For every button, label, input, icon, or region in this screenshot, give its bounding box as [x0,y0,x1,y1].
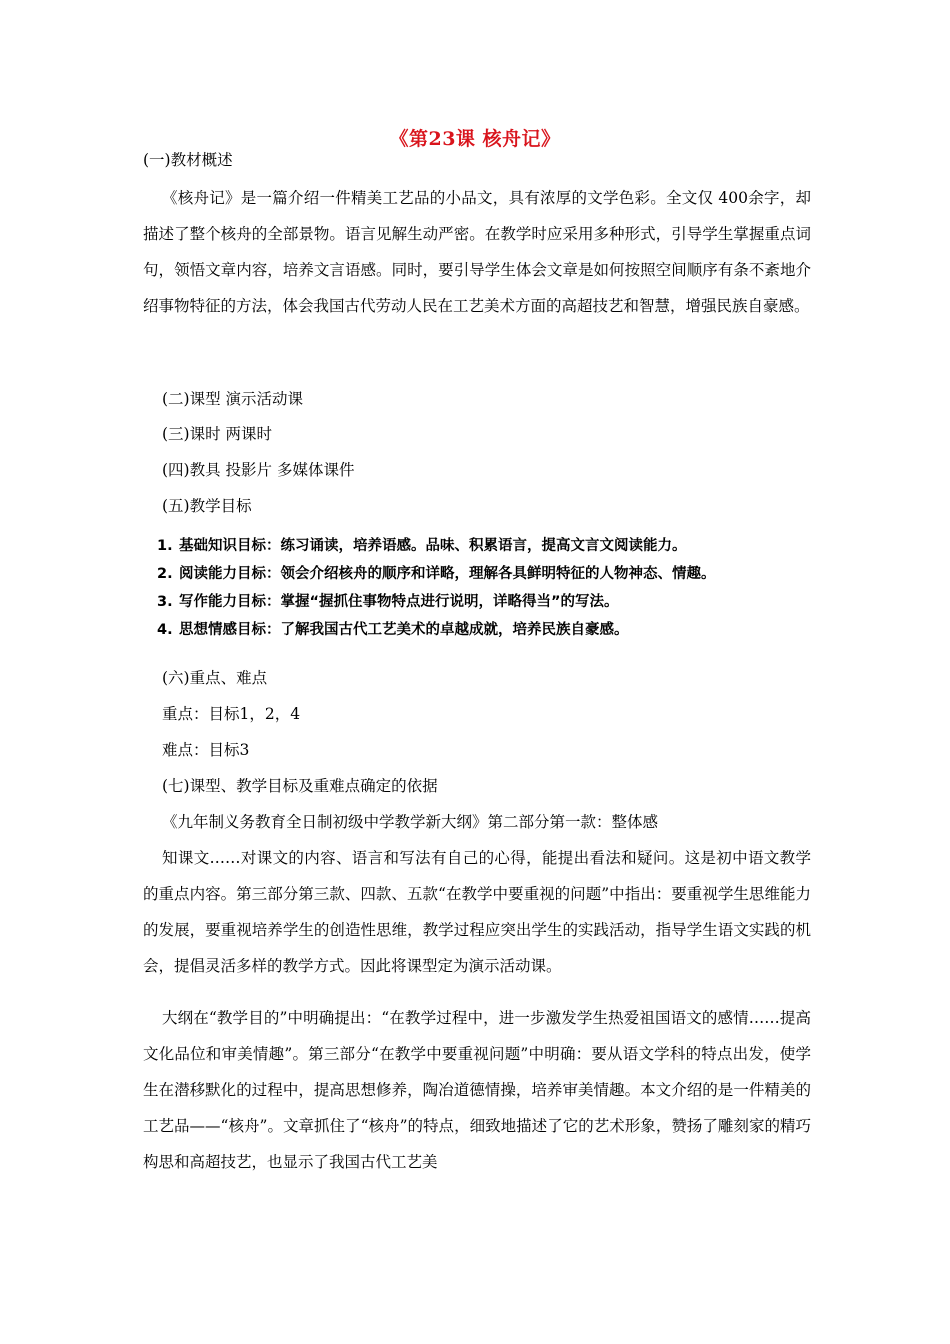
section-heading-overview: (一)教材概述 [143,151,233,169]
goal-text: 基础知识目标：练习诵读，培养语感。品味、积累语言，提高文言文阅读能力。 [179,538,687,554]
goals-list [157,532,837,644]
difficult-points-line: 难点：目标3 [162,741,250,759]
section-course-type: (二)课型 演示活动课 [162,390,304,408]
goal-text: 写作能力目标：掌握“握抓住事物特点进行说明，详略得当”的写法。 [179,594,619,610]
basis-intro-line: 《九年制义务教育全日制初级中学教学新大纲》第二部分第一款：整体感 [162,813,659,831]
goal-item [157,588,837,616]
goal-item [157,560,837,588]
goal-number: 3. [157,594,173,610]
basis-paragraph-1: 知课文……对课文的内容、语言和写法有自己的心得，能提出看法和疑问。这是初中语文教学的重点内容。第三部分第三款、四款、五款“在教学中要重视的问题”中指出：要重视学生思维能力的发展，要重视培养学生的创造性思维，教学过程应突出学生的实践活动，指导学生语文实践的机会，提倡灵活多样的教学方式。因此将课型定为演示活动课。 [143,849,811,975]
section-teaching-aids: (四)教具 投影片 多媒体课件 [162,461,355,479]
page-title: 《第23课 核舟记》 [389,128,561,150]
section-heading-key-points: (六)重点、难点 [162,669,268,687]
section-heading-basis: (七)课型、教学目标及重难点确定的依据 [162,777,438,795]
goal-number: 1. [157,538,173,554]
goal-number: 2. [157,566,173,582]
overview-paragraph: 《核舟记》是一篇介绍一件精美工艺品的小品文，具有浓厚的文学色彩。全文仅 400余字，却描述了整个核舟的全部景物。语言见解生动严密。在教学时应采用多种形式，引导学生掌握重点词句，领悟文章内容，培养文言语感。同时，要引导学生体会文章是如何按照空间顺序有条不紊地介绍事物特征的方法，体会我国古代劳动人民在工艺美术方面的高超技艺和智慧，增强民族自豪感。 [143,189,811,315]
key-points-line: 重点：目标1，2，4 [162,705,301,723]
section-course-hours: (三)课时 两课时 [162,425,273,443]
goal-item [157,616,837,644]
goal-text: 思想情感目标：了解我国古代工艺美术的卓越成就，培养民族自豪感。 [179,622,629,638]
basis-paragraph-2: 大纲在“教学目的”中明确提出：“在教学过程中，进一步激发学生热爱祖国语文的感情……提高文化品位和审美情趣”。第三部分“在教学中要重视问题”中明确：要从语文学科的特点出发，使学生在潜移默化的过程中，提高思想修养，陶冶道德情操，培养审美情趣。本文介绍的是一件精美的工艺品——“核舟”。文章抓住了“核舟”的特点，细致地描述了它的艺术形象，赞扬了雕刻家的精巧构思和高超技艺，也显示了我国古代工艺美 [143,1009,811,1171]
goal-item [157,532,837,560]
section-heading-goals: (五)教学目标 [162,497,252,515]
goal-number: 4. [157,622,173,638]
goal-text: 阅读能力目标：领会介绍核舟的顺序和详略，理解各具鲜明特征的人物神态、情趣。 [179,566,716,582]
